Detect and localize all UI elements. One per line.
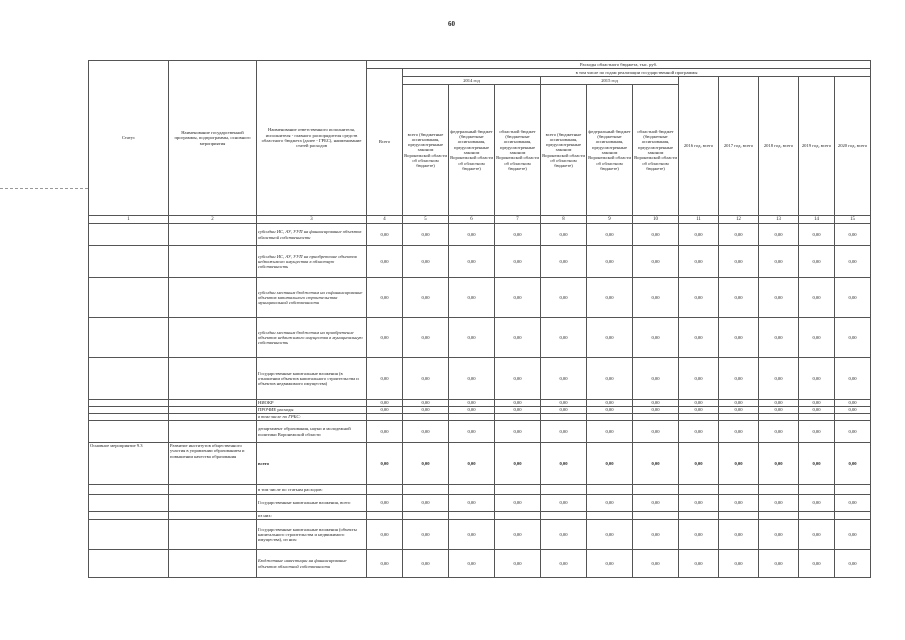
- value-cell: 0,00: [799, 421, 835, 443]
- value-cell: 0,00: [679, 224, 719, 246]
- value-cell: 0,00: [799, 550, 835, 578]
- value-cell: 0,00: [541, 246, 587, 278]
- value-cell: 0,00: [799, 407, 835, 414]
- value-cell: 0,00: [835, 400, 871, 407]
- value-cell: [541, 512, 587, 520]
- value-cell: [759, 485, 799, 495]
- value-cell: 0,00: [587, 407, 633, 414]
- status-cell: [89, 358, 169, 400]
- column-number: 10: [633, 216, 679, 224]
- table-body: [89, 224, 871, 578]
- value-cell: [403, 485, 449, 495]
- value-cell: 0,00: [541, 443, 587, 485]
- program-cell: [169, 407, 257, 414]
- table-row: [89, 358, 871, 400]
- value-cell: 0,00: [587, 421, 633, 443]
- header-2015-fed: федеральный бюджет (бюджетные ассигнования, предусмотренные законом Воронежской области об областном бюджете): [587, 85, 633, 216]
- value-cell: 0,00: [449, 358, 495, 400]
- value-cell: [679, 485, 719, 495]
- value-cell: 0,00: [679, 520, 719, 550]
- value-cell: 0,00: [367, 520, 403, 550]
- value-cell: 0,00: [587, 495, 633, 512]
- value-cell: 0,00: [799, 400, 835, 407]
- value-cell: 0,00: [633, 246, 679, 278]
- value-cell: [719, 512, 759, 520]
- column-number: 12: [719, 216, 759, 224]
- value-cell: [367, 414, 403, 421]
- value-cell: 0,00: [759, 407, 799, 414]
- value-cell: 0,00: [719, 407, 759, 414]
- header-program: Наименование государственной программы, подпрограммы, основного мероприятия: [169, 61, 257, 216]
- column-number: 8: [541, 216, 587, 224]
- value-cell: 0,00: [403, 443, 449, 485]
- value-cell: 0,00: [495, 278, 541, 318]
- value-cell: 0,00: [835, 278, 871, 318]
- value-cell: 0,00: [367, 443, 403, 485]
- value-cell: 0,00: [719, 495, 759, 512]
- header-2015-all: всего (бюджетные ассигнования, предусмотренные законом Воронежской области об областном бюджете): [541, 85, 587, 216]
- value-cell: 0,00: [799, 358, 835, 400]
- value-cell: 0,00: [759, 495, 799, 512]
- program-cell: Развитие институтов общественного участия в управлении образованием и повышении качества образования: [169, 443, 257, 485]
- row-label: ПРОЧИЕ расходы: [257, 407, 367, 414]
- value-cell: 0,00: [403, 318, 449, 358]
- row-label: субсидии местным бюджетам на софинансирование объектов капитального строительства муниципальной собственности: [257, 278, 367, 318]
- value-cell: 0,00: [633, 495, 679, 512]
- value-cell: 0,00: [835, 358, 871, 400]
- row-label: всего: [257, 443, 367, 485]
- value-cell: 0,00: [367, 495, 403, 512]
- value-cell: 0,00: [587, 318, 633, 358]
- row-label: из них:: [257, 512, 367, 520]
- value-cell: [719, 485, 759, 495]
- column-number: 13: [759, 216, 799, 224]
- value-cell: 0,00: [633, 400, 679, 407]
- value-cell: [633, 512, 679, 520]
- table-row: [89, 246, 871, 278]
- value-cell: 0,00: [719, 278, 759, 318]
- value-cell: [449, 414, 495, 421]
- value-cell: 0,00: [367, 550, 403, 578]
- value-cell: 0,00: [541, 407, 587, 414]
- row-label: департамент образования, науки и молодежной политики Воронежской области: [257, 421, 367, 443]
- value-cell: 0,00: [495, 520, 541, 550]
- value-cell: 0,00: [495, 224, 541, 246]
- value-cell: [759, 414, 799, 421]
- program-cell: [169, 224, 257, 246]
- table-row: [89, 400, 871, 407]
- row-label: субсидии ИС, АУ, УУП на приобретение объектов недвижимого имущества в областную собственность: [257, 246, 367, 278]
- row-label: Государственные капитальные вложения (объекты капитального строительства и недвижимого имущества), из них:: [257, 520, 367, 550]
- value-cell: 0,00: [403, 400, 449, 407]
- value-cell: 0,00: [835, 550, 871, 578]
- value-cell: 0,00: [759, 318, 799, 358]
- value-cell: 0,00: [835, 224, 871, 246]
- value-cell: 0,00: [403, 246, 449, 278]
- value-cell: [679, 512, 719, 520]
- program-cell: [169, 358, 257, 400]
- status-cell: [89, 414, 169, 421]
- value-cell: 0,00: [759, 550, 799, 578]
- value-cell: 0,00: [679, 400, 719, 407]
- value-cell: 0,00: [541, 550, 587, 578]
- value-cell: 0,00: [759, 246, 799, 278]
- value-cell: 0,00: [449, 278, 495, 318]
- status-cell: [89, 520, 169, 550]
- value-cell: 0,00: [541, 520, 587, 550]
- status-cell: [89, 224, 169, 246]
- value-cell: 0,00: [633, 407, 679, 414]
- value-cell: 0,00: [449, 407, 495, 414]
- value-cell: 0,00: [449, 550, 495, 578]
- column-number: 3: [257, 216, 367, 224]
- status-cell: [89, 495, 169, 512]
- status-cell: [89, 400, 169, 407]
- status-cell: [89, 485, 169, 495]
- value-cell: [799, 414, 835, 421]
- value-cell: 0,00: [759, 278, 799, 318]
- value-cell: 0,00: [495, 495, 541, 512]
- value-cell: 0,00: [799, 495, 835, 512]
- program-cell: [169, 421, 257, 443]
- value-cell: 0,00: [633, 520, 679, 550]
- value-cell: 0,00: [495, 407, 541, 414]
- table-header: [89, 61, 871, 224]
- value-cell: 0,00: [449, 246, 495, 278]
- value-cell: [541, 485, 587, 495]
- header-2020: 2020 год, всего: [835, 77, 871, 216]
- value-cell: 0,00: [633, 550, 679, 578]
- value-cell: 0,00: [449, 443, 495, 485]
- column-number: 9: [587, 216, 633, 224]
- column-number: 15: [835, 216, 871, 224]
- value-cell: 0,00: [587, 520, 633, 550]
- value-cell: [799, 485, 835, 495]
- value-cell: 0,00: [759, 443, 799, 485]
- value-cell: [403, 512, 449, 520]
- value-cell: 0,00: [495, 443, 541, 485]
- value-cell: 0,00: [633, 443, 679, 485]
- header-total: Всего: [367, 69, 403, 216]
- column-number: 5: [403, 216, 449, 224]
- status-cell: [89, 421, 169, 443]
- value-cell: 0,00: [719, 358, 759, 400]
- table-row: [89, 414, 871, 421]
- value-cell: 0,00: [633, 278, 679, 318]
- value-cell: 0,00: [679, 495, 719, 512]
- value-cell: 0,00: [403, 358, 449, 400]
- column-number: 1: [89, 216, 169, 224]
- value-cell: [835, 485, 871, 495]
- value-cell: [633, 414, 679, 421]
- status-cell: [89, 512, 169, 520]
- program-cell: [169, 318, 257, 358]
- value-cell: 0,00: [719, 246, 759, 278]
- value-cell: 0,00: [633, 421, 679, 443]
- status-cell: [89, 407, 169, 414]
- program-cell: [169, 550, 257, 578]
- table-row: [89, 520, 871, 550]
- header-2015-reg: областной бюджет (бюджетные ассигнования, предусмотренные законом Воронежской области об областном бюджете): [633, 85, 679, 216]
- value-cell: 0,00: [799, 224, 835, 246]
- value-cell: [367, 512, 403, 520]
- value-cell: [367, 485, 403, 495]
- value-cell: 0,00: [719, 550, 759, 578]
- header-2018: 2018 год, всего: [759, 77, 799, 216]
- program-cell: [169, 400, 257, 407]
- value-cell: 0,00: [759, 358, 799, 400]
- status-cell: [89, 246, 169, 278]
- value-cell: 0,00: [403, 495, 449, 512]
- column-number: 14: [799, 216, 835, 224]
- value-cell: 0,00: [633, 224, 679, 246]
- table-row: [89, 224, 871, 246]
- header-status: Статус: [89, 61, 169, 216]
- row-label: субсидии местным бюджетам на приобретение объектов недвижимого имущества в муниципальную собственность: [257, 318, 367, 358]
- value-cell: 0,00: [587, 278, 633, 318]
- value-cell: 0,00: [449, 520, 495, 550]
- value-cell: 0,00: [449, 224, 495, 246]
- value-cell: 0,00: [719, 520, 759, 550]
- value-cell: 0,00: [367, 400, 403, 407]
- program-cell: [169, 414, 257, 421]
- value-cell: 0,00: [495, 358, 541, 400]
- value-cell: 0,00: [835, 421, 871, 443]
- value-cell: 0,00: [587, 400, 633, 407]
- value-cell: 0,00: [541, 358, 587, 400]
- value-cell: 0,00: [835, 443, 871, 485]
- table-row: [89, 550, 871, 578]
- value-cell: 0,00: [403, 224, 449, 246]
- value-cell: 0,00: [799, 246, 835, 278]
- budget-table: [88, 60, 871, 578]
- value-cell: [449, 512, 495, 520]
- column-numbers-row: [89, 216, 871, 224]
- status-cell: [89, 550, 169, 578]
- value-cell: 0,00: [759, 520, 799, 550]
- value-cell: 0,00: [679, 443, 719, 485]
- value-cell: 0,00: [835, 520, 871, 550]
- value-cell: 0,00: [495, 550, 541, 578]
- value-cell: [679, 414, 719, 421]
- status-cell: Основное мероприятие 9.3: [89, 443, 169, 485]
- value-cell: [587, 512, 633, 520]
- header-2019: 2019 год, всего: [799, 77, 835, 216]
- value-cell: 0,00: [367, 421, 403, 443]
- header-expenses: Расходы областного бюджета, тыс. руб.: [367, 61, 871, 69]
- page-number: 60: [448, 20, 455, 28]
- value-cell: 0,00: [541, 278, 587, 318]
- program-cell: [169, 246, 257, 278]
- header-2017: 2017 год, всего: [719, 77, 759, 216]
- value-cell: 0,00: [679, 407, 719, 414]
- header-2014-all: всего (бюджетные ассигнования, предусмотренные законом Воронежской области об областном бюджете): [403, 85, 449, 216]
- value-cell: 0,00: [449, 421, 495, 443]
- column-number: 4: [367, 216, 403, 224]
- row-label: в том числе по статьям расходов:: [257, 485, 367, 495]
- table-row: [89, 485, 871, 495]
- value-cell: 0,00: [719, 443, 759, 485]
- value-cell: 0,00: [403, 421, 449, 443]
- value-cell: [759, 512, 799, 520]
- value-cell: 0,00: [719, 318, 759, 358]
- value-cell: 0,00: [403, 407, 449, 414]
- value-cell: 0,00: [759, 421, 799, 443]
- value-cell: 0,00: [495, 246, 541, 278]
- value-cell: 0,00: [835, 246, 871, 278]
- row-label: Государственные капитальные вложения, всего: [257, 495, 367, 512]
- header-2014-reg: областной бюджет (бюджетные ассигнования, предусмотренные законом Воронежской области об областном бюджете): [495, 85, 541, 216]
- value-cell: 0,00: [403, 550, 449, 578]
- value-cell: [495, 512, 541, 520]
- program-cell: [169, 520, 257, 550]
- value-cell: 0,00: [541, 318, 587, 358]
- row-label: Государственные капитальные вложения (в отношении объектов капитального строительства и объектов недвижимого имущества): [257, 358, 367, 400]
- program-cell: [169, 278, 257, 318]
- value-cell: 0,00: [367, 246, 403, 278]
- value-cell: [495, 414, 541, 421]
- value-cell: [587, 414, 633, 421]
- value-cell: 0,00: [679, 421, 719, 443]
- value-cell: 0,00: [495, 318, 541, 358]
- value-cell: [835, 512, 871, 520]
- value-cell: 0,00: [719, 421, 759, 443]
- value-cell: 0,00: [759, 224, 799, 246]
- header-2016: 2016 год, всего: [679, 77, 719, 216]
- value-cell: 0,00: [403, 520, 449, 550]
- value-cell: 0,00: [587, 246, 633, 278]
- value-cell: 0,00: [449, 318, 495, 358]
- value-cell: 0,00: [799, 318, 835, 358]
- value-cell: 0,00: [835, 495, 871, 512]
- value-cell: 0,00: [719, 224, 759, 246]
- margin-fold-line: [0, 188, 88, 189]
- table-row: [89, 421, 871, 443]
- value-cell: [587, 485, 633, 495]
- value-cell: 0,00: [679, 550, 719, 578]
- row-label: в том числе по ГРБС:: [257, 414, 367, 421]
- column-number: 6: [449, 216, 495, 224]
- header-year-2014: 2014 год: [403, 77, 541, 85]
- value-cell: 0,00: [495, 400, 541, 407]
- value-cell: 0,00: [679, 318, 719, 358]
- value-cell: 0,00: [449, 495, 495, 512]
- value-cell: 0,00: [587, 224, 633, 246]
- value-cell: [799, 512, 835, 520]
- status-cell: [89, 318, 169, 358]
- value-cell: 0,00: [679, 358, 719, 400]
- value-cell: 0,00: [719, 400, 759, 407]
- value-cell: 0,00: [541, 421, 587, 443]
- header-year-2015: 2015 год: [541, 77, 679, 85]
- value-cell: 0,00: [587, 550, 633, 578]
- value-cell: 0,00: [367, 278, 403, 318]
- value-cell: 0,00: [541, 495, 587, 512]
- value-cell: [541, 414, 587, 421]
- value-cell: 0,00: [367, 318, 403, 358]
- table-row: [89, 495, 871, 512]
- value-cell: 0,00: [541, 224, 587, 246]
- header-2014-fed: федеральный бюджет (бюджетные ассигнования, предусмотренные законом Воронежской области об областном бюджете): [449, 85, 495, 216]
- value-cell: 0,00: [799, 520, 835, 550]
- row-label: Бюджетные инвестиции на финансирование объектов областной собственности: [257, 550, 367, 578]
- value-cell: 0,00: [449, 400, 495, 407]
- value-cell: 0,00: [367, 224, 403, 246]
- value-cell: 0,00: [541, 400, 587, 407]
- header-executor: Наименование ответственного исполнителя, исполнителя - главного распорядителя средств областного бюджета (далее - ГРБС), наименование статей расходов: [257, 61, 367, 216]
- value-cell: 0,00: [587, 358, 633, 400]
- status-cell: [89, 278, 169, 318]
- header-by-year: в том числе по годам реализации государственной программы: [403, 69, 871, 77]
- program-cell: [169, 495, 257, 512]
- value-cell: 0,00: [679, 246, 719, 278]
- value-cell: 0,00: [633, 358, 679, 400]
- value-cell: 0,00: [835, 318, 871, 358]
- value-cell: 0,00: [495, 421, 541, 443]
- value-cell: 0,00: [367, 358, 403, 400]
- value-cell: [719, 414, 759, 421]
- value-cell: [835, 414, 871, 421]
- table-row: [89, 278, 871, 318]
- value-cell: 0,00: [799, 278, 835, 318]
- value-cell: 0,00: [367, 407, 403, 414]
- column-number: 7: [495, 216, 541, 224]
- value-cell: 0,00: [835, 407, 871, 414]
- column-number: 2: [169, 216, 257, 224]
- row-label: НИОКР: [257, 400, 367, 407]
- value-cell: 0,00: [799, 443, 835, 485]
- value-cell: 0,00: [679, 278, 719, 318]
- column-number: 11: [679, 216, 719, 224]
- value-cell: 0,00: [403, 278, 449, 318]
- row-label: субсидии ИС, АУ, УУП на финансирование объектов областной собственности: [257, 224, 367, 246]
- table-row: [89, 407, 871, 414]
- value-cell: 0,00: [759, 400, 799, 407]
- value-cell: [449, 485, 495, 495]
- program-cell: [169, 485, 257, 495]
- value-cell: 0,00: [587, 443, 633, 485]
- value-cell: [403, 414, 449, 421]
- program-cell: [169, 512, 257, 520]
- value-cell: 0,00: [633, 318, 679, 358]
- value-cell: [633, 485, 679, 495]
- table-row: [89, 318, 871, 358]
- table-row: [89, 443, 871, 485]
- table-row: [89, 512, 871, 520]
- value-cell: [495, 485, 541, 495]
